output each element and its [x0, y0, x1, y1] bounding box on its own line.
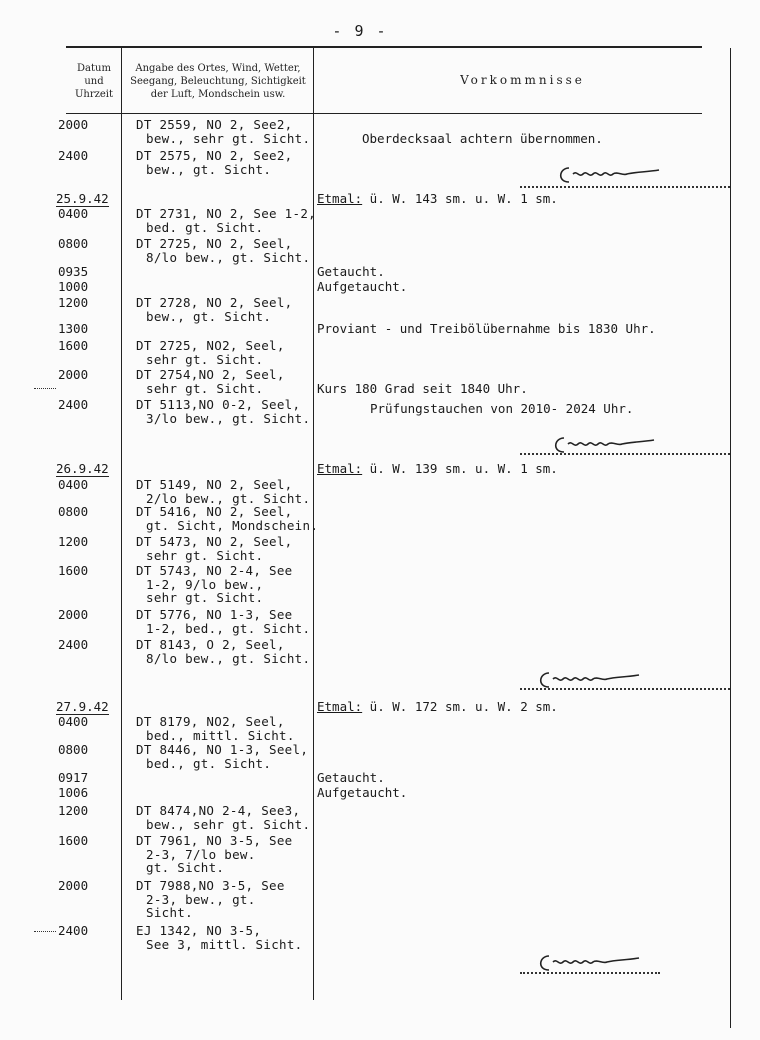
entry-position-line: Sicht.	[146, 905, 193, 920]
entry-position-line: gt. Sicht.	[146, 860, 225, 875]
entry-time: 0800	[58, 742, 89, 757]
entry-event: Aufgetaucht.	[317, 279, 408, 294]
entry-time: 0400	[58, 714, 89, 729]
entry-position-line: gt. Sicht, Mondschein.	[146, 517, 319, 533]
entry-position-line: 8/lo bew., gt. Sicht.	[146, 249, 311, 265]
entry-position-line: sehr gt. Sicht.	[146, 351, 264, 367]
entry-event: Proviant - und Treibölübernahme bis 1830 Uhr.	[317, 321, 656, 336]
entry-position-line: DT 8446, NO 1-3, Seel,	[136, 742, 309, 757]
etmal-value: ü. W. 172 sm. u. W. 2 sm.	[362, 699, 558, 714]
entry-time: 2400	[58, 397, 89, 412]
etmal-value: ü. W. 139 sm. u. W. 1 sm.	[362, 461, 558, 476]
entry-position-line: bew., gt. Sicht.	[146, 161, 272, 177]
header-angabe: Angabe des Ortes, Wind, Wetter, Seegang, Beleuchtung, Sichtigkeit der Luft, Mondschein usw.	[130, 63, 306, 100]
entry-position-line: DT 2754,NO 2, Seel,	[136, 367, 285, 382]
entry-time: 1200	[58, 534, 89, 549]
entry-time: 2000	[58, 117, 89, 132]
entry-position-line: bed. gt. Sicht.	[146, 219, 264, 235]
entry-time: 1600	[58, 563, 89, 578]
entry-position-line: DT 2725, NO 2, Seel,	[136, 236, 293, 251]
entry-position-line: bew., gt. Sicht.	[146, 308, 272, 324]
entry-position-line: DT 5743, NO 2-4, See	[136, 563, 293, 578]
entry-position-line: 1-2, bed., gt. Sicht.	[146, 620, 311, 636]
entry-position-line: DT 7961, NO 3-5, See	[136, 833, 293, 848]
entry-event: Getaucht.	[317, 264, 385, 279]
entry-position-line: DT 8143, O 2, Seel,	[136, 637, 285, 652]
entry-position-line: bew., sehr gt. Sicht.	[146, 816, 311, 832]
entry-position-line: 2-3, bew., gt.	[146, 891, 256, 907]
entry-position-line: sehr gt. Sicht.	[146, 547, 264, 563]
date-heading: 27.9.42	[56, 699, 109, 714]
header-datum: Datum und Uhrzeit	[74, 63, 114, 100]
column-divider-1	[121, 48, 122, 1000]
entry-position-line: 8/lo bew., gt. Sicht.	[146, 650, 311, 666]
entry-event: Aufgetaucht.	[317, 785, 408, 800]
entry-event: Getaucht.	[317, 770, 385, 785]
margin-dots	[34, 931, 56, 932]
entry-position-line: DT 5149, NO 2, Seel,	[136, 477, 293, 492]
date-heading: 25.9.42	[56, 191, 109, 206]
entry-position-line: bed., gt. Sicht.	[146, 755, 272, 771]
entry-position-line: DT 2559, NO 2, See2,	[136, 117, 293, 132]
entry-event: Prüfungstauchen von 2010- 2024 Uhr.	[370, 401, 634, 416]
entry-position-line: DT 5776, NO 1-3, See	[136, 607, 293, 622]
entry-position-line: DT 7988,NO 3-5, See	[136, 878, 285, 893]
entry-time: 0800	[58, 236, 89, 251]
entry-time: 1600	[58, 833, 89, 848]
entry-position-line: See 3, mittl. Sicht.	[146, 936, 303, 952]
entry-time: 2000	[58, 367, 89, 382]
margin-dots	[34, 388, 56, 389]
entry-position-line: 1-2, 9/lo bew.,	[146, 576, 264, 592]
entry-time: 2000	[58, 878, 89, 893]
top-rule	[66, 46, 702, 48]
entry-position-line: DT 2731, NO 2, See 1-2,	[136, 206, 316, 221]
entry-position-line: DT 5473, NO 2, Seel,	[136, 534, 293, 549]
etmal-label: Etmal:	[317, 461, 363, 476]
entry-position-line: sehr gt. Sicht.	[146, 590, 264, 605]
etmal-line	[317, 462, 558, 475]
entry-time: 1006	[58, 785, 89, 800]
entry-position-line: DT 2575, NO 2, See2,	[136, 148, 293, 163]
entry-time: 0917	[58, 770, 89, 785]
entry-time: 1200	[58, 803, 89, 818]
entry-position-line: EJ 1342, NO 3-5,	[136, 923, 262, 938]
entry-time: 0800	[58, 504, 89, 519]
entry-time: 2400	[58, 148, 89, 163]
entry-position-line: DT 2725, NO2, Seel,	[136, 338, 285, 353]
handwritten-signature-icon	[555, 160, 665, 188]
entry-time: 1300	[58, 321, 89, 336]
etmal-line	[317, 700, 558, 713]
header-vorkommnisse: Vorkommnisse	[460, 73, 585, 87]
entry-position-line: DT 5113,NO 0-2, Seel,	[136, 397, 301, 412]
entry-time: 1200	[58, 295, 89, 310]
handwritten-signature-icon	[535, 948, 645, 976]
entry-position-line: DT 5416, NO 2, Seel,	[136, 504, 293, 519]
etmal-label: Etmal:	[317, 191, 363, 206]
entry-event: Oberdecksaal achtern übernommen.	[362, 130, 603, 146]
entry-time: 2400	[58, 637, 89, 652]
entry-position-line: DT 2728, NO 2, Seel,	[136, 295, 293, 310]
entry-event: Kurs 180 Grad seit 1840 Uhr.	[317, 380, 528, 396]
handwritten-signature-icon	[550, 430, 660, 458]
entry-position-line: DT 8179, NO2, Seel,	[136, 714, 285, 729]
entry-position-line: 2/lo bew., gt. Sicht.	[146, 490, 311, 506]
entry-position-line: sehr gt. Sicht.	[146, 380, 264, 396]
entry-time: 2400	[58, 923, 89, 938]
date-heading: 26.9.42	[56, 461, 109, 476]
entry-time: 0400	[58, 206, 89, 221]
entry-time: 0935	[58, 264, 89, 279]
handwritten-signature-icon	[535, 665, 645, 693]
entry-time: 2000	[58, 607, 89, 622]
etmal-label: Etmal:	[317, 699, 363, 714]
entry-time: 1600	[58, 338, 89, 353]
entry-time: 1000	[58, 279, 89, 294]
etmal-value: ü. W. 143 sm. u. W. 1 sm.	[362, 191, 558, 206]
entry-position-line: DT 8474,NO 2-4, See3,	[136, 803, 301, 818]
right-border	[730, 48, 731, 1028]
entry-time: 0400	[58, 477, 89, 492]
entry-position-line: 3/lo bew., gt. Sicht.	[146, 410, 311, 426]
page-number: - 9 -	[332, 22, 388, 40]
entry-position-line: bew., sehr gt. Sicht.	[146, 130, 311, 146]
entry-position-line: 2-3, 7/lo bew.	[146, 846, 256, 862]
header-rule	[66, 113, 702, 114]
entry-position-line: bed., mittl. Sicht.	[146, 727, 295, 743]
etmal-line	[317, 192, 558, 205]
